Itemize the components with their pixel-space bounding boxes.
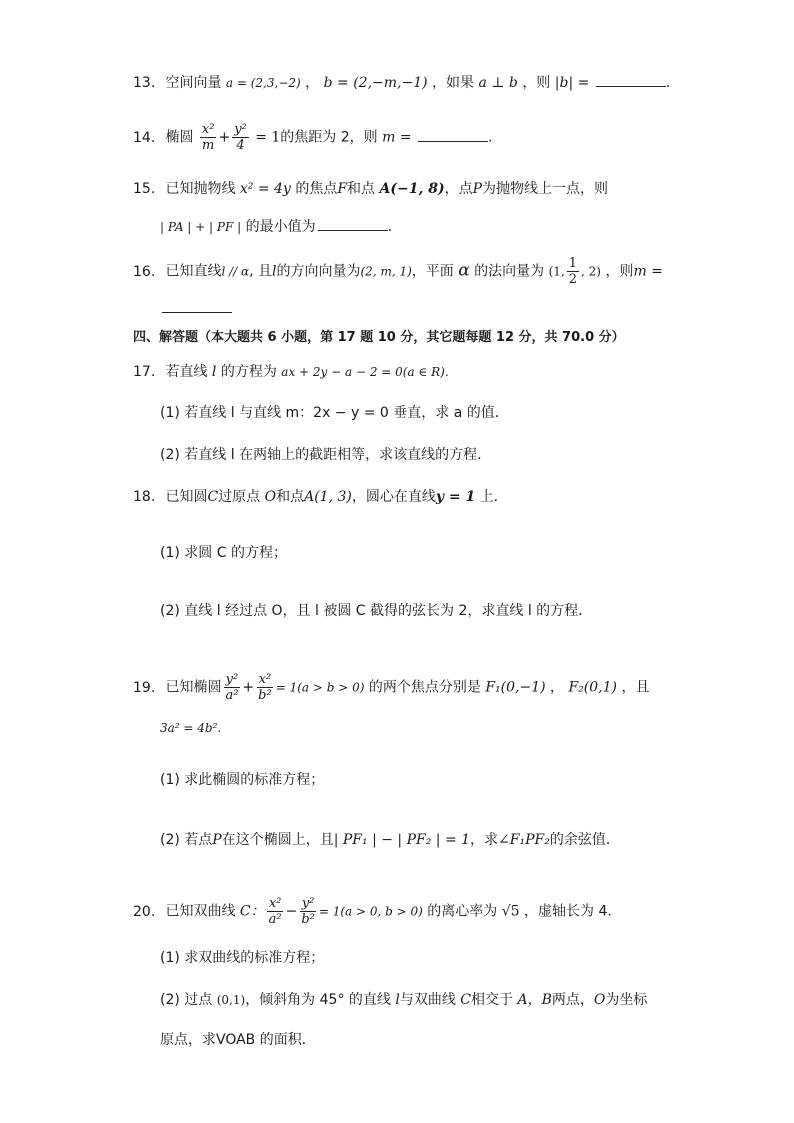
question-text: 相交于	[471, 992, 514, 1008]
answer-blank	[318, 216, 388, 231]
line-equation: y = 1	[435, 489, 476, 505]
question-15-line2	[160, 216, 392, 237]
denominator: m	[202, 138, 215, 153]
line-label: l	[395, 992, 400, 1008]
question-text: ，且	[621, 679, 650, 696]
question-text: (2) 若点	[160, 832, 213, 848]
question-text: 椭圆	[165, 129, 194, 146]
question-text: 的方程为	[220, 364, 277, 380]
point-label: A(−1, 8)	[379, 181, 445, 197]
numerator: 1	[568, 256, 578, 271]
question-text: ，圆心在直线	[351, 489, 436, 505]
question-text: 的方向向量为	[276, 263, 361, 280]
fraction	[267, 896, 284, 927]
variable-expr: m =	[633, 263, 663, 280]
question-text: 已知椭圆	[165, 679, 222, 696]
denominator: b²	[301, 912, 315, 927]
direction-vector: (2, m, 1)	[360, 264, 412, 279]
question-number: 19.	[133, 679, 156, 696]
question-text: 若直线	[165, 364, 208, 380]
point-label: P	[212, 832, 222, 848]
answer-blank	[162, 298, 232, 313]
curve-label: C：	[239, 903, 265, 920]
question-17-part2: (2) 若直线 l 在两轴上的截距相等，求该直线的方程．	[160, 447, 492, 463]
condition-expr: 3a² = 4b².	[160, 721, 222, 735]
question-14	[133, 122, 492, 153]
point-label: F	[337, 181, 348, 197]
question-text: 已知双曲线	[165, 903, 236, 920]
fraction	[567, 256, 579, 287]
question-text: ，倾斜角为 45° 的直线	[245, 992, 391, 1008]
equation-rhs: = 1	[255, 129, 281, 146]
separator: ，	[550, 679, 565, 696]
question-text: 的离心率为	[427, 903, 498, 920]
normal-vector-start: (1,	[548, 264, 565, 279]
period: .	[488, 129, 493, 146]
question-20-part1: (1) 求双曲线的标准方程；	[160, 950, 325, 966]
parabola-equation: x² = 4y	[239, 181, 291, 197]
question-text: ，如果	[432, 75, 475, 91]
fraction	[223, 672, 240, 703]
denominator: a²	[268, 912, 282, 927]
question-20	[133, 896, 612, 927]
question-text: ，平面	[411, 263, 454, 280]
denominator: 4	[236, 138, 245, 153]
fraction	[200, 122, 217, 153]
numerator: y²	[301, 896, 315, 911]
fraction	[256, 672, 274, 703]
question-number: 16.	[133, 263, 156, 280]
numerator: x²	[268, 896, 282, 911]
normal-vector-end: , 2)	[581, 264, 601, 279]
question-number: 18.	[133, 489, 156, 505]
variable-expr: m =	[382, 129, 412, 146]
question-16	[133, 256, 663, 287]
question-text: 为抛物线上一点，则	[482, 181, 608, 197]
point-coords: (0,1)	[216, 993, 246, 1007]
question-19-part1: (1) 求此椭圆的标准方程；	[160, 772, 325, 788]
point-label: O	[264, 489, 277, 505]
question-text: 上．	[479, 489, 508, 505]
separator: ，	[305, 75, 320, 91]
question-text: 已知直线	[165, 263, 222, 280]
question-text: 空间向量	[165, 75, 222, 91]
denominator: b²	[258, 688, 272, 703]
question-number: 15.	[133, 181, 156, 197]
question-15	[133, 179, 608, 199]
question-text: ，求	[470, 832, 499, 848]
plane-label: α	[458, 260, 470, 281]
question-18	[133, 487, 508, 507]
point-label: O	[593, 992, 606, 1008]
condition: = 1(a > b > 0)	[275, 680, 365, 695]
answer-blank	[596, 72, 666, 87]
numerator: x²	[258, 672, 272, 687]
question-text: 两点，	[551, 992, 594, 1008]
question-18-part1: (1) 求圆 C 的方程；	[160, 545, 287, 561]
question-number: 13.	[133, 75, 156, 91]
curve-label: C	[460, 992, 472, 1008]
question-20-part2	[160, 990, 647, 1010]
question-13	[133, 72, 670, 93]
question-text: 的焦点	[295, 181, 338, 197]
fraction	[299, 896, 317, 927]
question-20-line3: 原点，求VOAB 的面积．	[160, 1032, 316, 1048]
question-text: 过原点	[218, 489, 261, 505]
operator: +	[242, 679, 255, 696]
magnitude-expr: |b| =	[554, 75, 590, 91]
question-text: 的两个焦点分别是	[368, 679, 481, 696]
question-18-part2: (2) 直线 l 经过点 O，且 l 被圆 C 截得的弦长为 2，求直线 l 的方程．	[160, 603, 593, 619]
vector-b: b = (2,−m,−1)	[323, 75, 428, 91]
question-number: 17.	[133, 364, 156, 380]
question-17	[133, 362, 449, 382]
question-19-line2	[160, 718, 221, 738]
period: .	[665, 75, 671, 91]
operator: −	[285, 903, 298, 920]
question-19	[133, 672, 649, 703]
period: .	[387, 219, 393, 235]
numerator: y²	[225, 672, 239, 687]
question-text: 的余弦值．	[549, 832, 620, 848]
answer-blank	[418, 127, 488, 142]
perpendicular-expr: a ⊥ b	[478, 75, 518, 91]
distance-expr: | PA | + | PF |	[160, 220, 242, 234]
question-text: 已知圆	[165, 489, 208, 505]
line-label: l	[211, 364, 217, 380]
question-text: ，则	[605, 263, 634, 280]
focus-1: F₁(0,−1)	[485, 679, 546, 696]
question-text: 与双曲线	[399, 992, 456, 1008]
question-number: 14.	[133, 129, 156, 146]
operator: +	[218, 129, 231, 146]
point-label: A(1, 3)	[304, 489, 352, 505]
question-text: (2) 过点	[160, 992, 213, 1008]
point-label: P	[472, 181, 482, 197]
distance-expr: | PF₁ | − | PF₂ | = 1	[333, 832, 471, 848]
question-text: 的最小值为	[245, 219, 316, 235]
question-text: ，则	[522, 75, 551, 91]
focus-2: F₂(0,1)	[568, 679, 617, 696]
eccentricity: √5	[501, 903, 520, 920]
numerator: y²	[234, 122, 247, 137]
question-text: 的焦距为 2，则	[280, 129, 378, 146]
question-text: 的法向量为	[474, 263, 545, 280]
numerator: x²	[201, 122, 215, 137]
circle-label: C	[207, 489, 219, 505]
denominator: a²	[225, 688, 239, 703]
denominator: 2	[568, 272, 578, 287]
section-title: 四、解答题（本大题共 6 小题，第 17 题 10 分，其它题每题 12 分，共 70.0 分）	[133, 330, 625, 345]
line-equation: ax + 2y − a − 2 = 0(a ∈ R).	[281, 365, 449, 379]
question-text: ，点	[444, 181, 473, 197]
question-text: 在这个椭圆上，且	[221, 832, 334, 848]
condition: = 1(a > 0, b > 0)	[318, 904, 423, 919]
line-label: l	[272, 263, 277, 280]
vector-a: a = (2,3,−2)	[225, 76, 301, 90]
fraction	[232, 122, 249, 153]
question-number: 20.	[133, 903, 156, 920]
question-text: , 且	[249, 263, 273, 280]
question-text: 和点	[347, 181, 376, 197]
question-text: ，虚轴长为 4.	[524, 903, 612, 920]
parallel-expr: l // α	[221, 264, 250, 279]
points-label: A，B	[517, 992, 552, 1008]
question-19-part2	[160, 830, 620, 850]
angle-expr: ∠F₁PF₂	[498, 832, 550, 848]
question-16-line2	[160, 298, 232, 319]
question-text: 和点	[276, 489, 305, 505]
question-text: 为坐标	[605, 992, 648, 1008]
question-17-part1: (1) 若直线 l 与直线 m：2x − y = 0 垂直，求 a 的值．	[160, 405, 509, 421]
question-text: 已知抛物线	[165, 181, 236, 197]
